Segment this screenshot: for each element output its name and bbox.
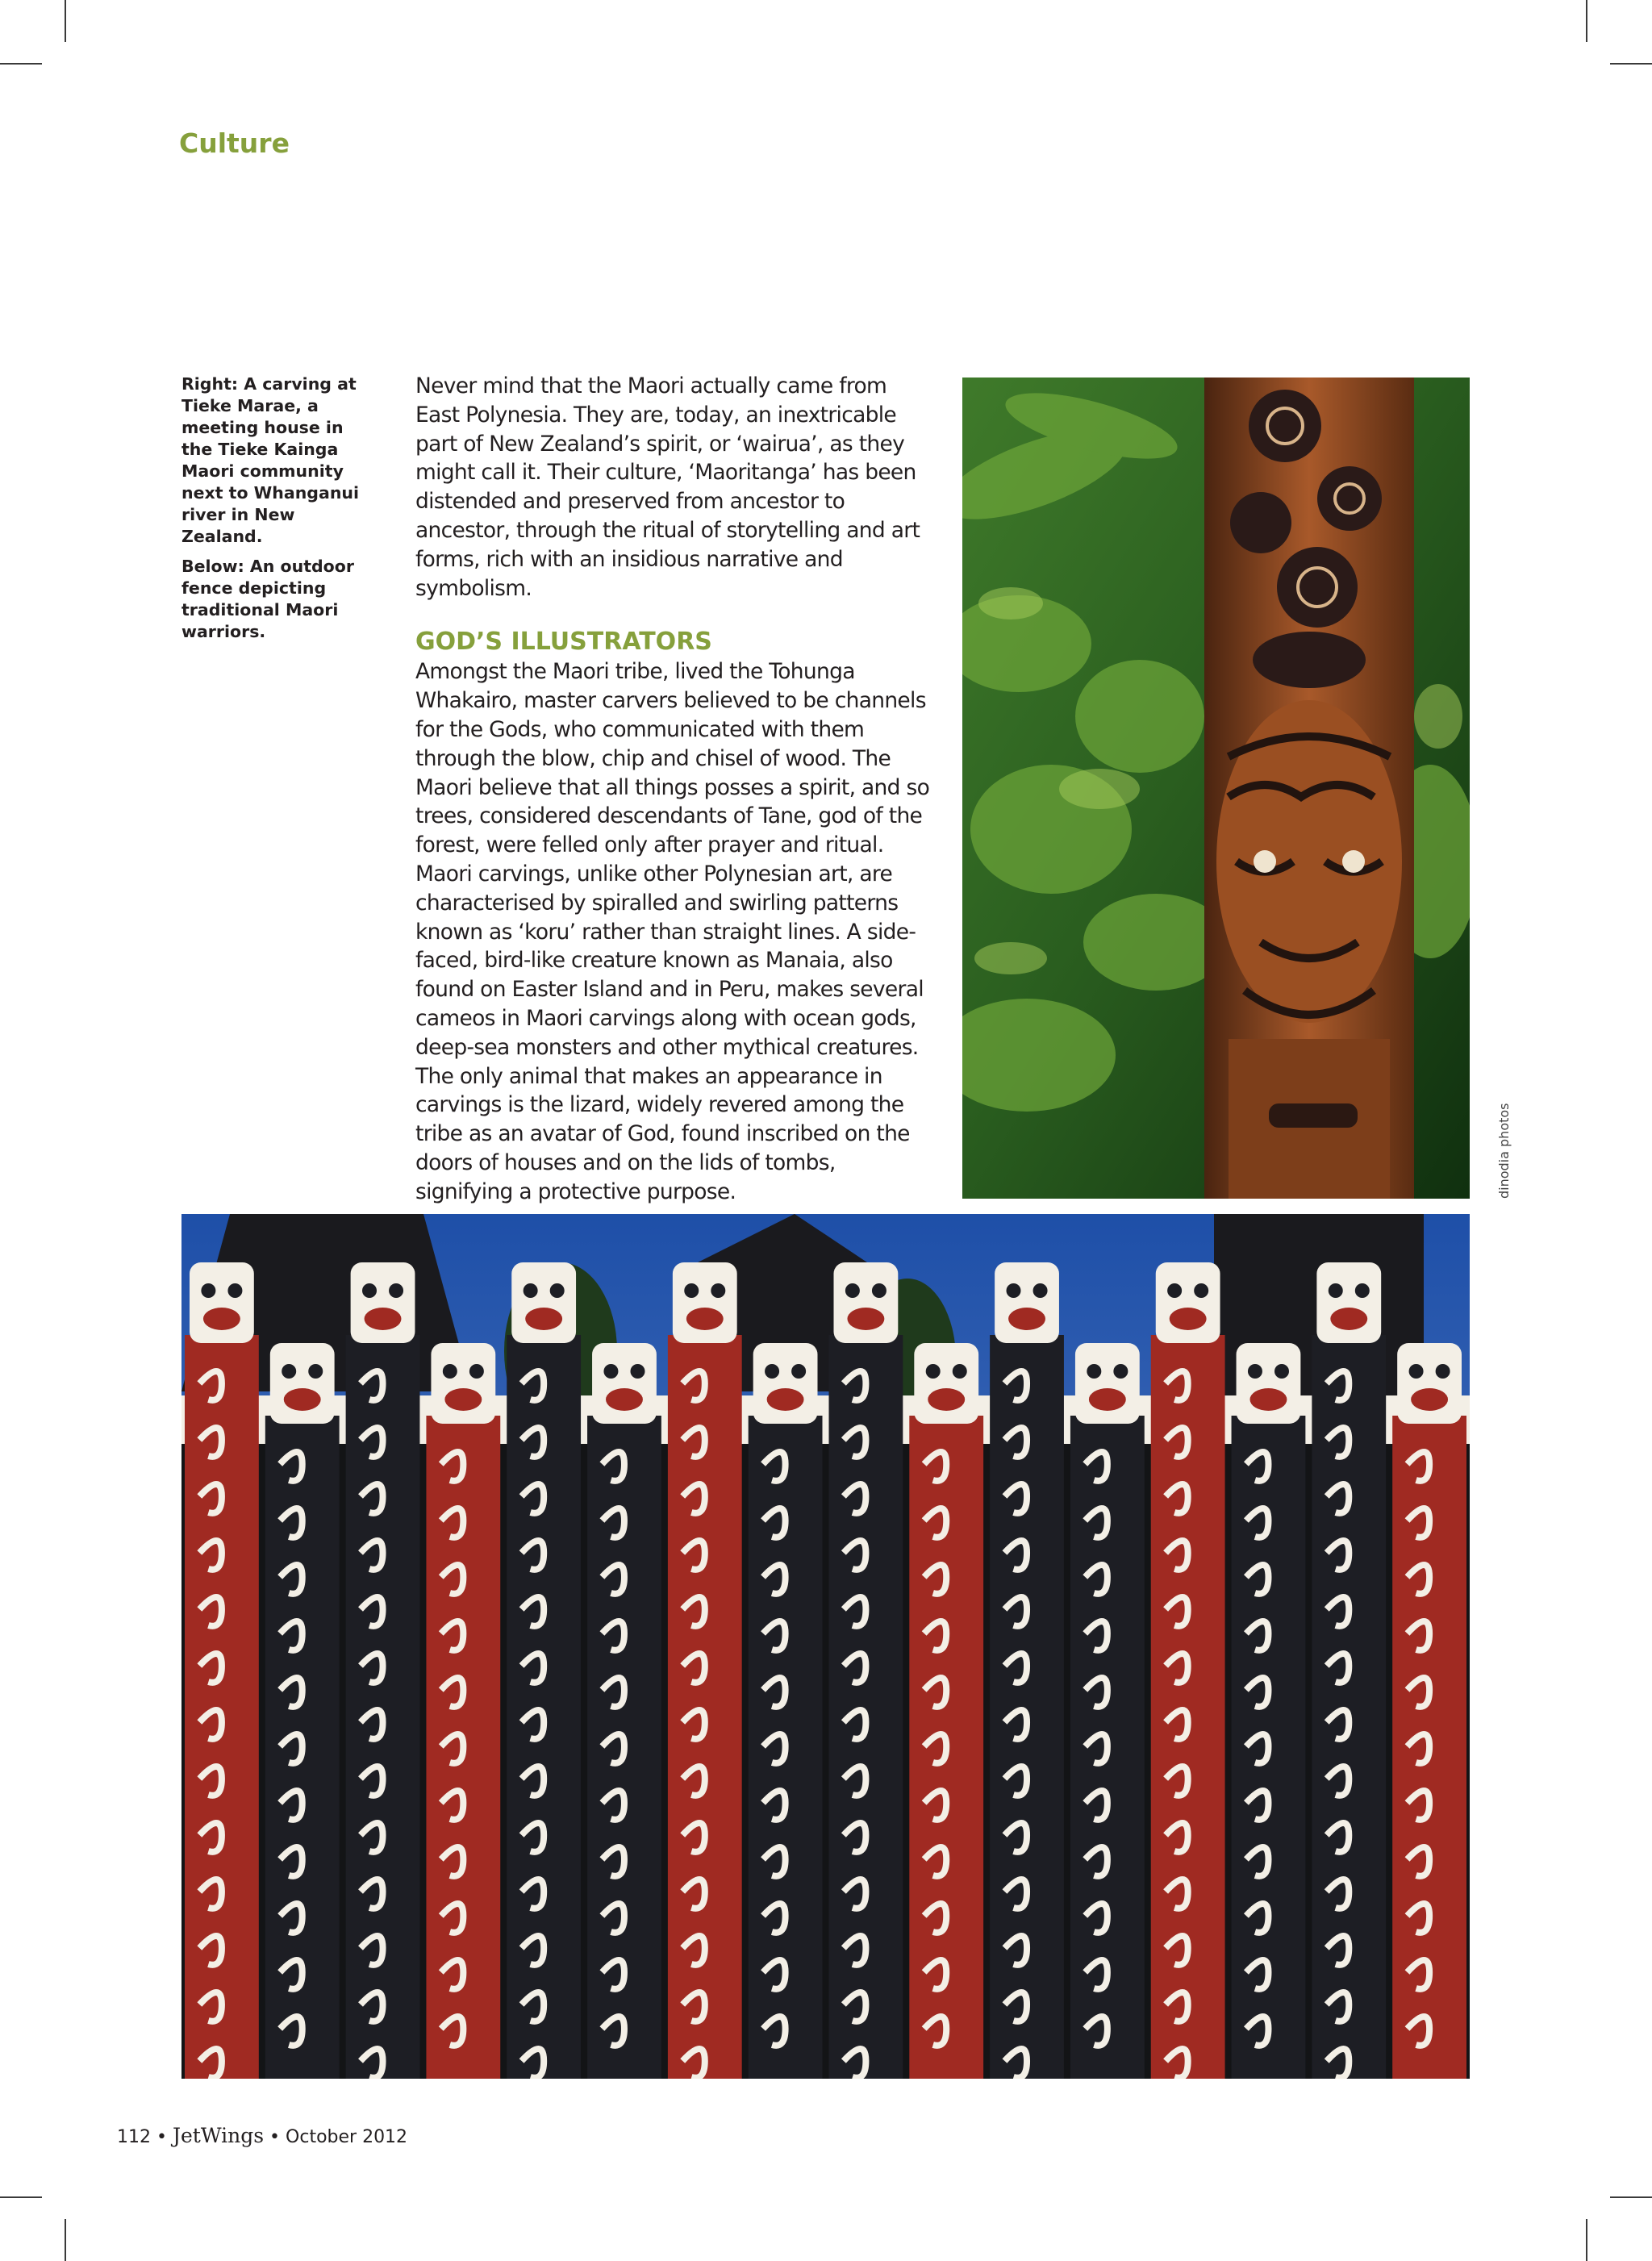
page-number: 112 xyxy=(117,2127,151,2147)
page-footer xyxy=(117,2124,407,2147)
footer-separator: • xyxy=(156,2127,167,2147)
crop-mark xyxy=(65,2219,66,2261)
body-paragraph: Amongst the Maori tribe, lived the Tohunga Whakairo, master carvers believed to be channels for the Gods, who communicated with them through the blow, chip and chisel of wood. The Maori believe that all things posses a spirit, and so trees, considered descendants of Tane, god of the forest, were felled only after prayer and ritual. Maori carvings, unlike other Polynesian art, are characterised by spiralled and swirling patterns known as ‘koru’ rather than straight lines. A side-faced, bird-like creature known as Manaia, also found on Easter Island and in Peru, makes several cameos in Maori carvings along with ocean gods, deep-sea monsters and other mythical creatures. The only animal that makes an appearance in carvings is the lizard, widely revered among the tribe as an avatar of God, found inscribed on the doors of houses and on the lids of tombs, signifying a protective purpose. xyxy=(415,659,930,1204)
section-label: Culture xyxy=(179,127,290,159)
crop-mark xyxy=(1586,0,1587,42)
caption-below: Below: An outdoor fence depicting traditional Maori warriors. xyxy=(181,557,354,641)
crop-mark xyxy=(0,2196,42,2198)
crop-mark xyxy=(1610,2196,1652,2198)
fence-photo xyxy=(181,1214,1470,2079)
footer-separator: • xyxy=(269,2127,281,2147)
carving-photo xyxy=(962,378,1470,1199)
issue-date: October 2012 xyxy=(286,2127,408,2147)
crop-mark xyxy=(1586,2219,1587,2261)
crop-mark xyxy=(1610,63,1652,65)
subheading: GOD’S ILLUSTRATORS xyxy=(415,628,712,657)
article-body xyxy=(415,372,932,1207)
photo-credit: dinodia photos xyxy=(1496,1103,1512,1199)
magazine-name: JetWings xyxy=(172,2124,265,2147)
crop-mark xyxy=(65,0,66,42)
caption-right: Right: A carving at Tieke Marae, a meeting house in the Tieke Kainga Maori community next to Whanganui river in New Zealand. xyxy=(181,374,360,546)
crop-mark xyxy=(0,63,42,65)
intro-paragraph: Never mind that the Maori actually came from East Polynesia. They are, today, an inextricable part of New Zealand’s spirit, or ‘wairua’, as they might call it. Their culture, ‘Maoritanga’ has been distended and preserved from ancestor to ancestor, through the ritual of storytelling and art forms, rich with an insidious narrative and symbolism. xyxy=(415,373,920,601)
photo-captions xyxy=(181,373,363,651)
